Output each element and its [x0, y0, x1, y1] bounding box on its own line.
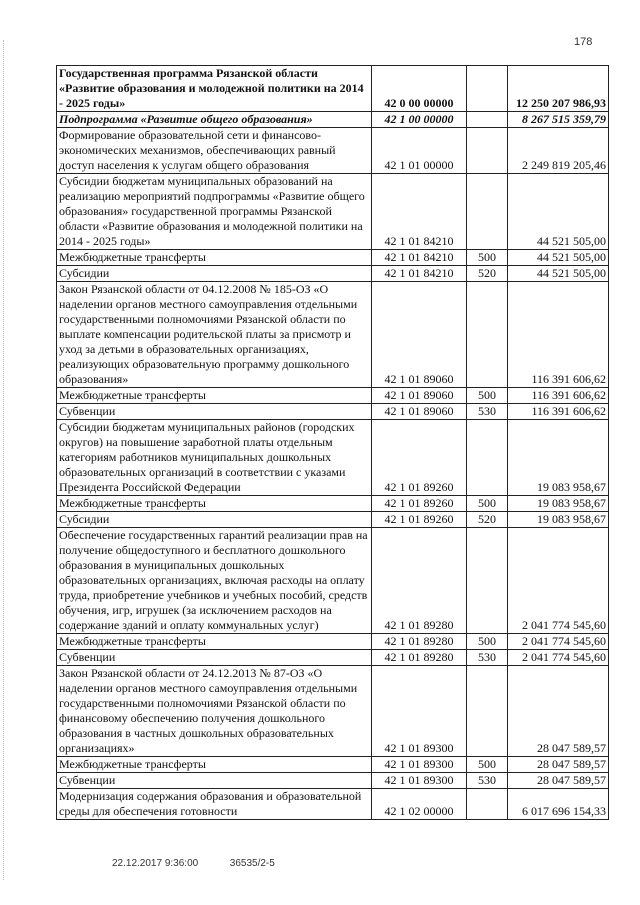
- row-code: 42 1 01 89300: [372, 666, 467, 757]
- table-row: [57, 404, 609, 420]
- row-code: 42 1 01 89060: [372, 388, 467, 404]
- row-code: 42 1 01 89300: [372, 757, 467, 773]
- row-name: Субвенции: [57, 650, 372, 666]
- row-code: 42 1 01 89280: [372, 528, 467, 634]
- row-type: 530: [467, 404, 508, 420]
- row-code: 42 1 01 89280: [372, 650, 467, 666]
- budget-table-body: [57, 66, 609, 820]
- row-type: [467, 420, 508, 496]
- row-name: Межбюджетные трансферты: [57, 388, 372, 404]
- row-name: Модернизация содержания образования и образовательной среды для обеспечения готовности: [57, 789, 372, 820]
- row-code: 42 1 01 89300: [372, 773, 467, 789]
- row-type: [467, 789, 508, 820]
- row-name: Субсидии: [57, 266, 372, 282]
- row-amount: 44 521 505,00: [508, 250, 609, 266]
- page-number: 178: [574, 36, 593, 48]
- table-row: [57, 666, 609, 757]
- row-amount: 116 391 606,62: [508, 282, 609, 388]
- row-code: 42 1 00 00000: [372, 112, 467, 128]
- row-type: 500: [467, 634, 508, 650]
- row-type: [467, 282, 508, 388]
- row-type: [467, 528, 508, 634]
- row-type: [467, 128, 508, 174]
- row-amount: 2 041 774 545,60: [508, 634, 609, 650]
- row-code: 42 1 01 89060: [372, 404, 467, 420]
- row-amount: 2 041 774 545,60: [508, 650, 609, 666]
- row-amount: 44 521 505,00: [508, 174, 609, 250]
- row-amount: 116 391 606,62: [508, 388, 609, 404]
- table-row: [57, 757, 609, 773]
- table-row: [57, 388, 609, 404]
- row-name: Субсидии бюджетам муниципальных образований на реализацию мероприятий подпрограммы «Развитие общего образования» государственной программы Рязанской области «Развитие образования и молодежной политики на 2014 - 2025 годы»: [57, 174, 372, 250]
- row-name: Межбюджетные трансферты: [57, 757, 372, 773]
- row-name: Субвенции: [57, 404, 372, 420]
- row-name: Закон Рязанской области от 24.12.2013 № 87-ОЗ «О наделении органов местного самоуправления отдельными государственными полномочиями Рязанской области по финансовому обеспечению получения дошкольного образования в частных дошкольных образовательных организациях»: [57, 666, 372, 757]
- row-type: 500: [467, 250, 508, 266]
- row-code: 42 1 01 89260: [372, 512, 467, 528]
- footer-doc-ref: 36535/2-5: [229, 858, 275, 869]
- table-row: [57, 528, 609, 634]
- row-code: 42 0 00 00000: [372, 66, 467, 112]
- row-code: 42 1 01 89060: [372, 282, 467, 388]
- row-code: 42 1 01 89280: [372, 634, 467, 650]
- table-row: [57, 250, 609, 266]
- row-code: 42 1 01 84210: [372, 250, 467, 266]
- row-amount: 44 521 505,00: [508, 266, 609, 282]
- row-amount: 19 083 958,67: [508, 512, 609, 528]
- row-name: Субвенции: [57, 773, 372, 789]
- row-code: 42 1 01 89260: [372, 420, 467, 496]
- table-row: [57, 266, 609, 282]
- budget-table: [56, 65, 609, 820]
- row-type: 500: [467, 388, 508, 404]
- table-row: [57, 773, 609, 789]
- table-row: [57, 128, 609, 174]
- table-row: [57, 496, 609, 512]
- row-type: [467, 66, 508, 112]
- row-type: 500: [467, 757, 508, 773]
- row-name: Обеспечение государственных гарантий реализации прав на получение общедоступного и бесплатного дошкольного образования в муниципальных дошкольных образовательных организациях, включая расходы на оплату труда, приобретение учебников и учебных пособий, средств обучения, игр, игрушек (за исключением расходов на содержание зданий и оплату коммунальных услуг): [57, 528, 372, 634]
- table-row: [57, 282, 609, 388]
- row-type: 530: [467, 650, 508, 666]
- table-row: [57, 634, 609, 650]
- table-row: [57, 789, 609, 820]
- row-amount: 8 267 515 359,79: [508, 112, 609, 128]
- row-code: 42 1 02 00000: [372, 789, 467, 820]
- row-amount: 116 391 606,62: [508, 404, 609, 420]
- footer-timestamp: 22.12.2017 9:36:00: [112, 858, 199, 869]
- row-amount: 12 250 207 986,93: [508, 66, 609, 112]
- table-row: [57, 650, 609, 666]
- row-name: Подпрограмма «Развитие общего образования»: [57, 112, 372, 128]
- row-code: 42 1 01 00000: [372, 128, 467, 174]
- row-type: [467, 666, 508, 757]
- row-amount: 2 249 819 205,46: [508, 128, 609, 174]
- row-name: Государственная программа Рязанской области «Развитие образования и молодежной политики на 2014 - 2025 годы»: [57, 66, 372, 112]
- row-type: 530: [467, 773, 508, 789]
- row-code: 42 1 01 89260: [372, 496, 467, 512]
- row-code: 42 1 01 84210: [372, 266, 467, 282]
- table-row: [57, 512, 609, 528]
- row-amount: 2 041 774 545,60: [508, 528, 609, 634]
- row-amount: 6 017 696 154,33: [508, 789, 609, 820]
- row-amount: 28 047 589,57: [508, 773, 609, 789]
- row-name: Формирование образовательной сети и финансово-экономических механизмов, обеспечивающих равный доступ населения к услугам общего образования: [57, 128, 372, 174]
- row-type: 520: [467, 266, 508, 282]
- row-amount: 19 083 958,67: [508, 496, 609, 512]
- row-name: Межбюджетные трансферты: [57, 496, 372, 512]
- row-name: Субсидии: [57, 512, 372, 528]
- row-amount: 19 083 958,67: [508, 420, 609, 496]
- row-name: Субсидии бюджетам муниципальных районов (городских округов) на повышение заработной платы отдельным категориям работников муниципальных дошкольных образовательных организаций в соответствии с указами Президента Российской Федерации: [57, 420, 372, 496]
- row-name: Закон Рязанской области от 04.12.2008 № 185-ОЗ «О наделении органов местного самоуправления отдельными государственными полномочиями Рязанской области по выплате компенсации родительской платы за присмотр и уход за детьми в образовательных организациях, реализующих образовательную программу дошкольного образования»: [57, 282, 372, 388]
- row-type: [467, 112, 508, 128]
- table-row: [57, 112, 609, 128]
- table-row: [57, 420, 609, 496]
- row-name: Межбюджетные трансферты: [57, 250, 372, 266]
- row-code: 42 1 01 84210: [372, 174, 467, 250]
- row-amount: 28 047 589,57: [508, 666, 609, 757]
- table-row: [57, 174, 609, 250]
- row-name: Межбюджетные трансферты: [57, 634, 372, 650]
- row-type: 500: [467, 496, 508, 512]
- row-amount: 28 047 589,57: [508, 757, 609, 773]
- row-type: 520: [467, 512, 508, 528]
- footer: [112, 858, 275, 869]
- table-row: [57, 66, 609, 112]
- scan-edge-marks: [3, 40, 6, 880]
- row-type: [467, 174, 508, 250]
